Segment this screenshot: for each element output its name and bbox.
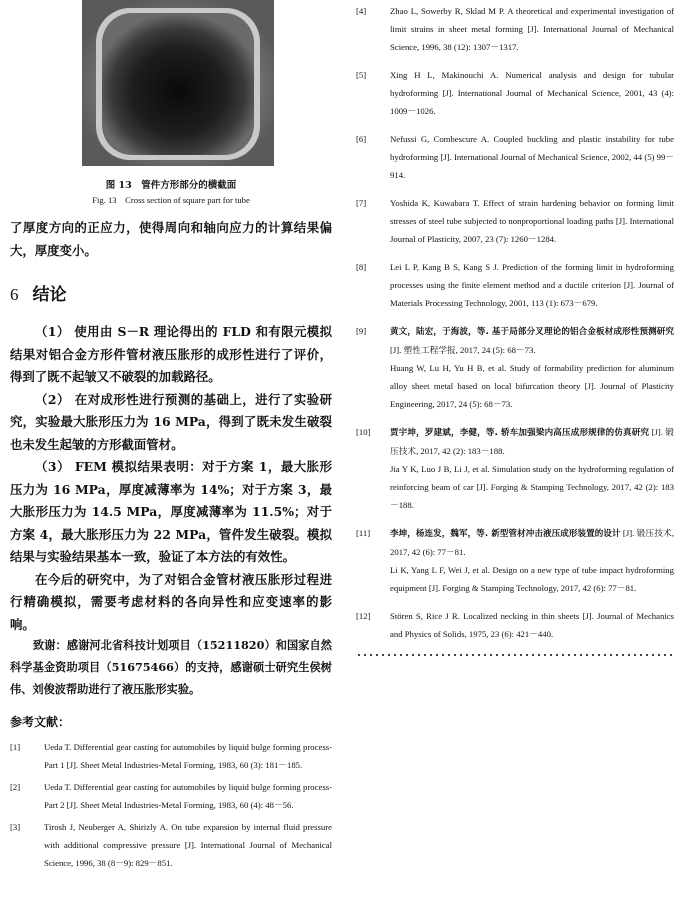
- reference-number: [7]: [356, 198, 367, 208]
- intro-text: 了厚度方向的正应力，使得周向和轴向应力的计算结果偏大，厚度变小。: [10, 220, 332, 258]
- tube-cross-section-photo: [82, 0, 274, 166]
- reference-text: Xing H L, Makinouchi A. Numerical analysis and design for tubular hydroforming [J]. International Journal of Mechanical Science, 2001, 43 (4): 1009－1026.: [390, 70, 674, 116]
- reference-number: [4]: [356, 6, 367, 16]
- figure-caption-chinese: 图 13 管件方形部分的横截面: [105, 180, 237, 191]
- reference-number: [9]: [356, 326, 367, 336]
- reference-text-block: [390, 524, 674, 597]
- reference-text: Zhao L, Sowerby R, Sklad M P. A theoretical and experimental investigation of limit strains in sheet metal forming [J]. International Journal of Mechanical Science, 1996, 38 (12): 1307－1317.: [390, 6, 674, 52]
- section-number: 6: [10, 285, 19, 304]
- references-right-list: [356, 2, 674, 653]
- conclusion-2: （2） 在对成形性进行预测的基础上，进行了实验研究，实验最大胀形压力为 16 MPa，得到了既未发生破裂也未发生起皱的方形截面管材。: [10, 391, 332, 452]
- reference-number: [5]: [356, 70, 367, 80]
- reference-item: [356, 524, 674, 597]
- tube-photo-graphic: [82, 0, 274, 166]
- reference-item: [356, 322, 674, 413]
- references-left-list: [10, 738, 332, 876]
- reference-text-block: [390, 322, 674, 413]
- reference-item: [356, 423, 674, 514]
- reference-chinese-source: [J]. 锻压技术, 2017, 42 (2): 183－188.: [390, 427, 674, 456]
- reference-item: [356, 607, 674, 643]
- future-work-paragraph: 在今后的研究中，为了对铝合金管材液压胀形过程进行精确模拟，需要考虑材料的各向异性和应变速率的影响。: [10, 571, 332, 632]
- reference-text: Yoshida K, Kuwabara T. Effect of strain hardening behavior on forming limit stresses of steel tube subjected to nonproportional loading paths [J]. International Journal of Plasticity, 2007, 23 (7): 1260－1284.: [390, 198, 674, 244]
- reference-item: [356, 194, 674, 248]
- acknowledgement: [10, 634, 332, 700]
- conclusions-block: [10, 321, 332, 636]
- reference-english-translation: Huang W, Lu H, Yu H B, et al. Study of formability prediction for aluminum alloy sheet metal based on local bifurcation theory [J]. Journal of Plasticity Engineering, 2017, 24 (5): 68－73.: [390, 363, 674, 409]
- reference-chinese-title: 李坤，杨连发，魏军，等. 新型管材冲击液压成形装置的设计: [390, 529, 621, 539]
- reference-chinese-title: 贾宇坤，罗建斌，李健，等. 轿车加强梁内高压成形规律的仿真研究: [390, 428, 650, 438]
- reference-text: Stören S, Rice J R. Localized necking in thin sheets [J]. Journal of Mechanics and Physics of Solids, 1975, 23 (6): 421－440.: [390, 611, 674, 639]
- figure-caption-english: Fig. 13 Cross section of square part for tube: [92, 195, 250, 205]
- reference-number: [6]: [356, 134, 367, 144]
- reference-chinese-source: [J]. 塑性工程学报, 2017, 24 (5): 68－73.: [390, 345, 536, 355]
- conclusion-1: （1） 使用由 S－R 理论得出的 FLD 和有限元模拟结果对铝合金方形件管材液压胀形的成形性进行了评价，得到了既不起皱又不破裂的加载路径。: [10, 324, 332, 384]
- reference-item: [356, 66, 674, 120]
- reference-number: [10]: [356, 427, 371, 437]
- end-divider: [356, 654, 674, 656]
- reference-number: [12]: [356, 611, 371, 621]
- reference-text: Ueda T. Differential gear casting for automobiles by liquid bulge forming process-Part 2 [J]. Sheet Metal Industries-Metal Forming, 1983, 60 (4): 48－56.: [44, 782, 332, 810]
- reference-number: [2]: [10, 782, 21, 792]
- acknowledgement-text: 致谢：感谢河北省科技计划项目（15211820）和国家自然科学基金资助项目（51675466）的支持，感谢硕士研究生侯树伟、刘俊波帮助进行了液压胀形实验。: [10, 638, 332, 696]
- reference-text: Tirosh J, Neuberger A, Shirizly A. On tube expansion by internal fluid pressure with additional compressive pressure [J]. International Journal of Mechanical Science, 1996, 38 (8－9): 829－851.: [44, 822, 332, 868]
- reference-number: [8]: [356, 262, 367, 272]
- reference-text: Ueda T. Differential gear casting for automobiles by liquid bulge forming process-Part 1 [J]. Sheet Metal Industries-Metal Forming, 1983, 60 (3): 181－185.: [44, 742, 332, 770]
- reference-item: [356, 130, 674, 184]
- reference-item: [10, 738, 332, 774]
- reference-english-translation: Jia Y K, Luo J B, Li J, et al. Simulation study on the hydroforming regulation of reinforcing beam of car [J]. Forging & Stamping Technology, 2017, 42 (2): 183－188.: [390, 464, 674, 510]
- left-column: [10, 0, 332, 923]
- right-column: [356, 0, 674, 923]
- reference-chinese-source: [J]. 锻压技术, 2017, 42 (6): 77－81.: [390, 528, 674, 557]
- reference-chinese-title: 黄文，陆宏，于海波，等. 基于局部分叉理论的铝合金板材成形性预测研究: [390, 327, 674, 337]
- reference-item: [356, 2, 674, 56]
- reference-number: [1]: [10, 742, 21, 752]
- reference-text: Nefussi G, Combescure A. Coupled buckling and plastic instability for tube hydroforming [J]. International Journal of Mechanical Science, 2002, 44 (5) 99－914.: [390, 134, 674, 180]
- reference-item: [10, 818, 332, 872]
- section-title: 结论: [32, 285, 67, 305]
- reference-item: [10, 778, 332, 814]
- intro-paragraph: [10, 217, 332, 262]
- reference-english-translation: Li K, Yang L F, Wei J, et al. Design on a new type of tube impact hydroforming equipment [J]. Forging & Stamping Technology, 2017, 42 (6): 77－81.: [390, 565, 674, 593]
- reference-number: [11]: [356, 528, 371, 538]
- reference-number: [3]: [10, 822, 21, 832]
- reference-item: [356, 258, 674, 312]
- reference-text-block: [390, 423, 674, 514]
- reference-text: Lei L P, Kang B S, Kang S J. Prediction of the forming limit in hydroforming processes using the finite element method and a ductile criterion [J]. Journal of Materials Processing Technology, 2001, 113 (1): 673－679.: [390, 262, 674, 308]
- section-heading: [10, 280, 67, 305]
- conclusion-3: （3） FEM 模拟结果表明：对于方案 1，最大胀形压力为 16 MPa，厚度减薄率为 14%；对于方案 3，最大胀形压力为 14.5 MPa，厚度减薄率为 11.5%；对于方案 4，最大胀形压力为 22 MPa，管件发生破裂。模拟结果与实验结果基本一致，验证了本方法的有效性。: [10, 459, 332, 564]
- references-title: 参考文献：: [10, 715, 71, 729]
